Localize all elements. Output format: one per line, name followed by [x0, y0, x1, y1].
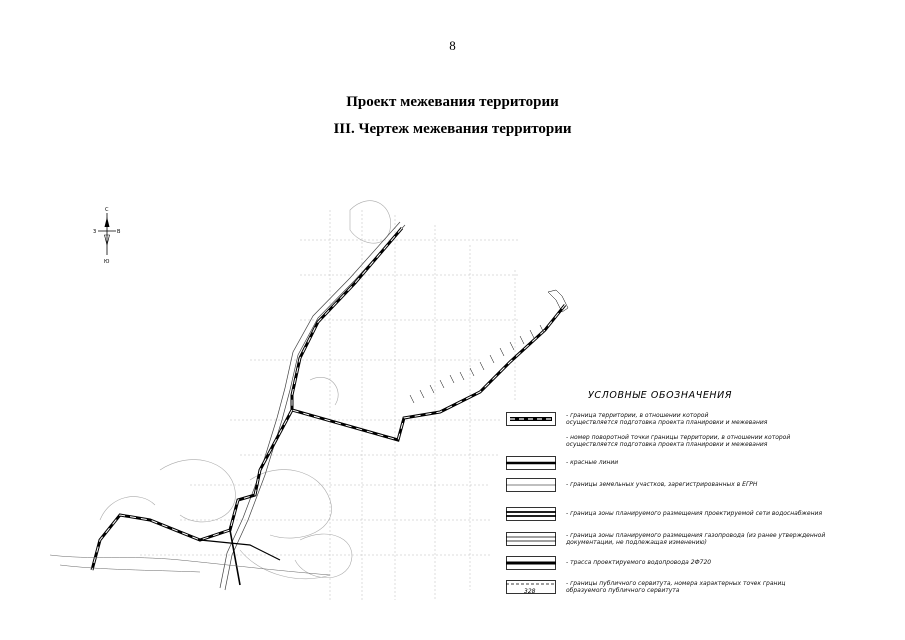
legend-text: - граница территории, в отношении которой осуществляется подготовка проекта планировки и межевания — [566, 412, 768, 426]
legend-item-public-easement — [506, 580, 901, 600]
compass-west-label: З — [93, 229, 97, 235]
legend-item-registered-parcels — [506, 478, 901, 498]
legend-item-territory-boundary — [506, 412, 901, 432]
legend-item-numbered-point — [506, 434, 901, 454]
background-parcels — [140, 210, 520, 600]
water-pipeline-route-icon — [506, 556, 556, 570]
easement-point-number: 328 — [524, 588, 536, 595]
terrain-contours — [100, 201, 391, 579]
gas-pipeline-zone-icon — [506, 532, 556, 546]
thick-dashed-boundary-icon — [506, 412, 556, 426]
legend-text: - границы публичного сервитута, номера характерных точек границ образуемого публичного сервитута — [566, 580, 786, 594]
registered-parcels-icon — [506, 478, 556, 492]
red-lines-icon — [506, 456, 556, 470]
project-boundary-route — [92, 228, 565, 585]
drawing-title: III. Чертеж межевания территории — [333, 121, 572, 137]
document-title: Проект межевания территории — [346, 94, 559, 110]
compass-east-label: В — [117, 229, 121, 235]
legend-text: - трасса проектируемого водопровода 2Ф720 — [566, 559, 712, 566]
legend-text: - границы земельных участков, зарегистрированных в ЕГРН — [566, 481, 758, 488]
legend-text: - номер поворотной точки границы территории, в отношении которой осуществляется подготовка проекта планировки и межевания — [566, 434, 791, 448]
legend-text: - граница зоны планируемого размещения проектируемой сети водоснабжения — [566, 510, 823, 517]
legend-text: - красные линии — [566, 459, 619, 466]
legend-title: УСЛОВНЫЕ ОБОЗНАЧЕНИЯ — [588, 390, 733, 401]
legend-item-water-pipeline-route — [506, 556, 901, 576]
legend-item-water-network-zone — [506, 507, 901, 527]
legend-text: - граница зоны планируемого размещения газопровода (из ранее утвержденной документации, не подлежащая изменению) — [566, 532, 826, 546]
compass-north-label: С — [105, 207, 109, 213]
compass-south-label: Ю — [104, 259, 110, 265]
map-legend — [506, 388, 901, 603]
boundary-hatching — [410, 290, 568, 403]
legend-item-red-lines — [506, 456, 901, 476]
page-number: 8 — [449, 38, 456, 53]
legend-item-gas-pipeline-zone — [506, 532, 901, 552]
water-network-zone-icon — [506, 507, 556, 521]
gas-pipeline-route — [220, 222, 405, 590]
